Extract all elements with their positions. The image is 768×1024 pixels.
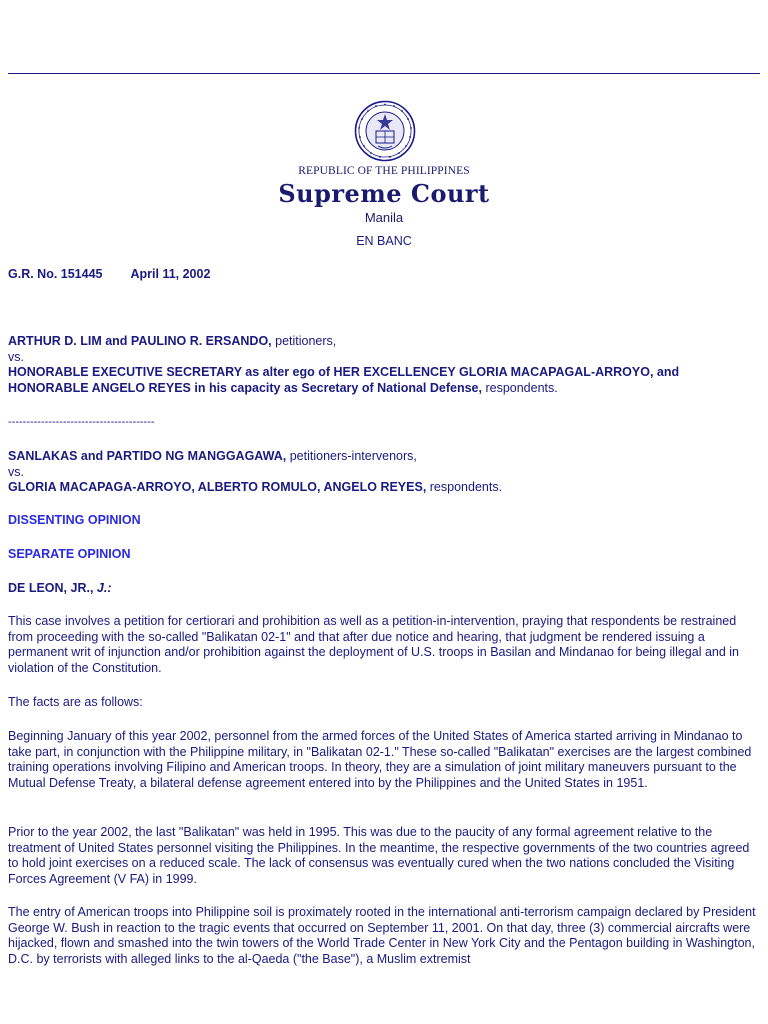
decision-date: April 11, 2002: [130, 267, 211, 281]
dissenting-opinion-link[interactable]: DISSENTING OPINION: [8, 513, 141, 527]
paragraph-4: Prior to the year 2002, the last "Balikatan" was held in 1995. This was due to the paucity of any formal agreement relative to the treatment of United States personnel visiting the Philippines. In the meantime, the respective governments of the two countries agreed to hold joint exercises on a reduced scale. The lack of consensus was eventually cured when the two nations concluded the Visiting Forces Agreement (V FA) in 1999.: [8, 825, 750, 887]
parties-block-2: [8, 449, 760, 496]
gr-number: G.R. No. 151445: [8, 267, 103, 281]
versus-label: vs.: [8, 349, 24, 364]
parties-block-1: [8, 334, 760, 397]
intervenors-names: SANLAKAS and PARTIDO NG MANGGAGAWA,: [8, 449, 287, 463]
supreme-court-seal-icon: [354, 100, 416, 162]
ponente-name: DE LEON, JR.,: [8, 581, 94, 595]
division-label: EN BANC: [356, 234, 412, 248]
separate-opinion-link-row: [8, 547, 760, 563]
respondents-names-2: GLORIA MACAPAGA-ARROYO, ALBERTO ROMULO, ANGELO REYES,: [8, 480, 427, 495]
case-number-line: [8, 267, 760, 283]
respondents-names: HONORABLE EXECUTIVE SECRETARY as alter ego of HER EXCELLENCEY GLORIA MACAPAGAL-ARROYO, and HONORABLE ANGELO REYES in his capacity as Secretary of National Defense,: [8, 365, 680, 396]
republic-heading: REPUBLIC OF THE PHILIPPINES: [298, 165, 470, 177]
intervenors-role: petitioners-intervenors,: [286, 449, 417, 463]
ponente-title: J.:: [96, 581, 112, 595]
paragraph-3: Beginning January of this year 2002, personnel from the armed forces of the United States of America started arriving in Mindanao to take part, in conjunction with the Philippine military, in "Balikatan 02-1." These so-called "Balikatan" exercises are the largest combined training operations involving Filipino and American troops. In theory, they are a simulation of joint military maneuvers pursuant to the Mutual Defense Treaty, a bilateral defense agreement entered into by the Philippines and the United States in 1951.: [8, 729, 752, 791]
separate-opinion-link[interactable]: SEPARATE OPINION: [8, 547, 131, 561]
paragraph-1: This case involves a petition for certiorari and prohibition as well as a petition-in-intervention, praying that respondents be restrained from proceeding with the so-called "Balikatan 02-1" and that after due notice and hearing, that judgment be rendered issuing a permanent writ of injunction and/or prohibition against the deployment of U.S. troops in Basilan and Mindanao for being illegal and in violation of the Constitution.: [8, 614, 740, 676]
respondents-role: respondents.: [481, 381, 558, 396]
court-city: Manila: [364, 210, 404, 225]
separator-line: ----------------------------------------: [8, 416, 155, 428]
petitioners-names: ARTHUR D. LIM and PAULINO R. ERSANDO,: [8, 334, 272, 348]
versus-label: vs.: [8, 464, 24, 479]
petitioners-role: petitioners,: [271, 334, 337, 348]
paragraph-5: The entry of American troops into Philippine soil is proximately rooted in the international anti-terrorism campaign declared by President George W. Bush in reaction to the tragic events that occurred on September 11, 2001. On that day, three (3) commercial aircrafts were hijacked, flown and smashed into the twin towers of the World Trade Center in New York City and the Pentagon building in Washington, D.C. by terrorists with alleged links to the al-Qaeda ("the Base"), a Muslim extremist: [8, 905, 756, 967]
top-divider: [8, 73, 760, 74]
ponente-line: [8, 581, 760, 597]
dissenting-opinion-link-row: [8, 513, 760, 529]
respondents-role-2: respondents.: [426, 480, 503, 495]
paragraph-2: The facts are as follows:: [8, 695, 143, 709]
court-name: Supreme Court: [278, 179, 490, 208]
